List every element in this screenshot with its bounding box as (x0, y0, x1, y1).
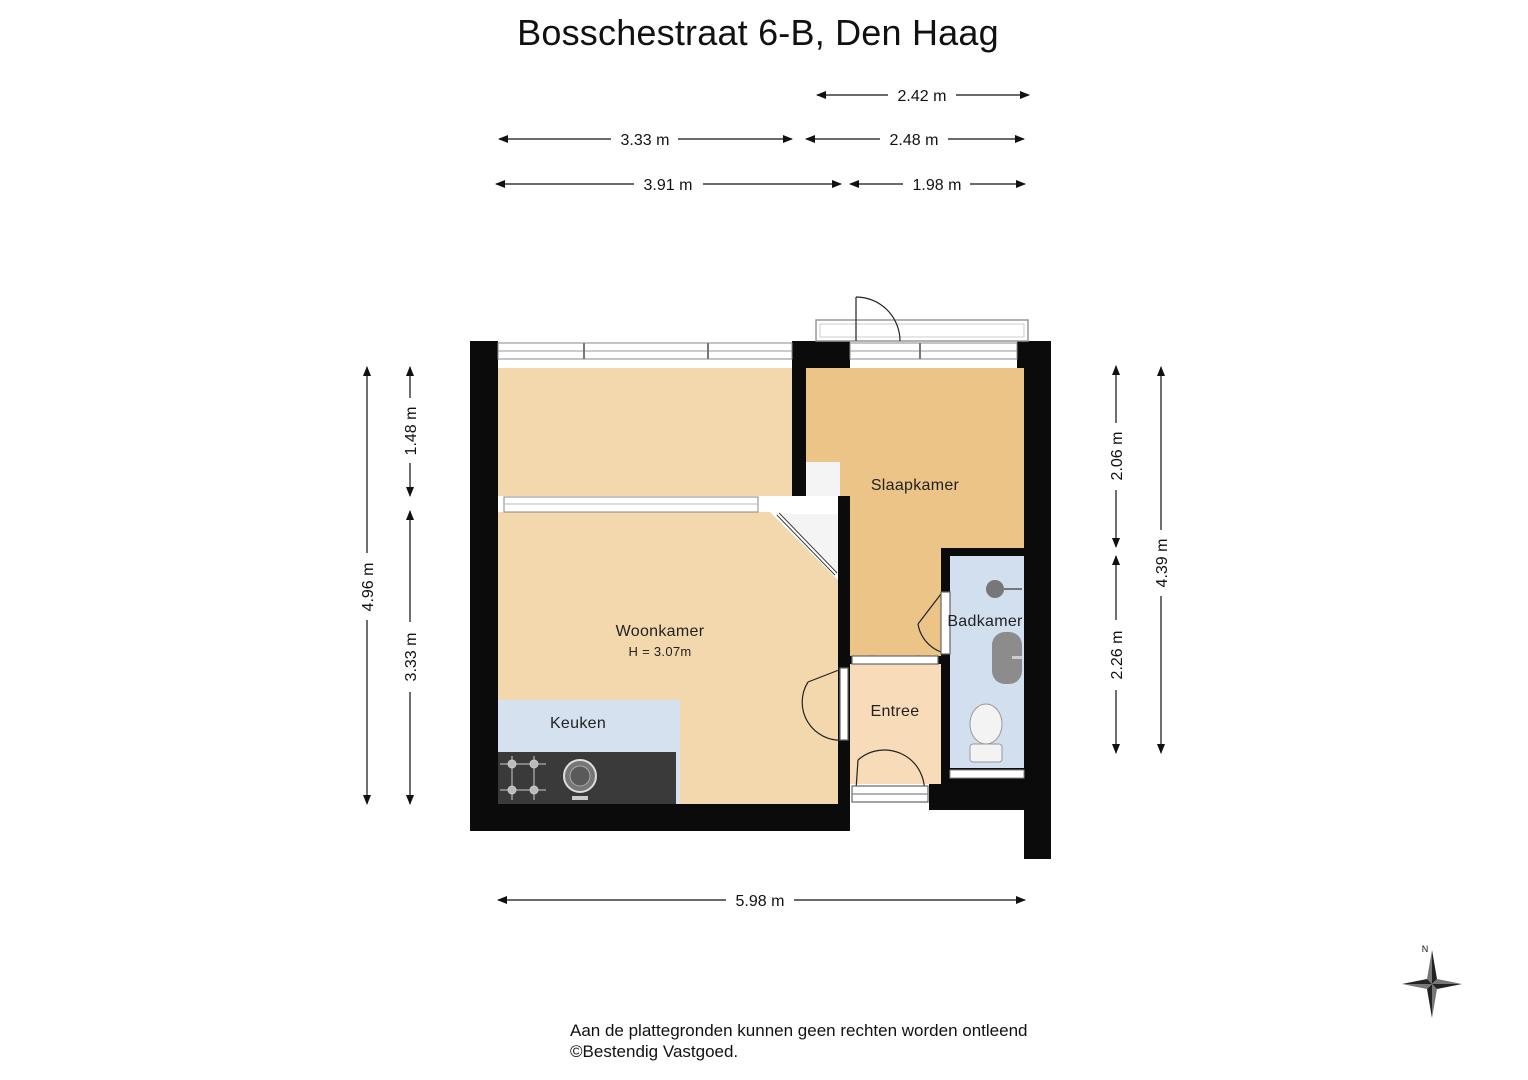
room-label-slaapkamer: Slaapkamer (870, 477, 960, 494)
kitchen-counter (498, 752, 676, 804)
disclaimer-line-2: ©Bestendig Vastgoed. (570, 1042, 739, 1061)
room-label-woonkamer: Woonkamer (615, 623, 705, 640)
dim-left-upper: 1.48 m (403, 406, 420, 456)
room-label-keuken: Keuken (549, 715, 607, 732)
toilet-icon (970, 704, 1002, 762)
wall-pier-north (792, 341, 850, 368)
balcony-floor (498, 368, 792, 496)
dim-top-c2: 1.98 m (912, 177, 962, 194)
dim-bottom: 5.98 m (735, 893, 785, 910)
wall-bath-top (941, 548, 1024, 556)
dim-top-a: 2.42 m (897, 88, 947, 105)
wall-east (1024, 341, 1051, 859)
disclaimer-line-1: Aan de plattegronden kunnen geen rechten worden ontleend (570, 1021, 1028, 1040)
washbasin-icon (992, 632, 1022, 684)
wall-bath-west (941, 548, 950, 784)
dim-right-upper: 2.06 m (1109, 431, 1126, 481)
wall-south-main (470, 804, 850, 831)
dim-left-outer: 4.96 m (360, 562, 377, 612)
balcony-door-arc (856, 297, 900, 341)
dim-right-lower: 2.26 m (1109, 630, 1126, 680)
storage-niche (806, 462, 840, 496)
balcony-railing (816, 320, 1028, 341)
wall-kitchen-east (838, 496, 850, 804)
room-label-badkamer: Badkamer (947, 613, 1023, 630)
compass-rose-icon (1402, 950, 1462, 1018)
floorplan-title: Bosschestraat 6-B, Den Haag (517, 12, 999, 53)
compass-north-label: N (1421, 944, 1429, 954)
dim-top-b1: 3.33 m (620, 132, 670, 149)
dim-top-c1: 3.91 m (643, 177, 693, 194)
room-height-woonkamer: H = 3.07m (628, 644, 692, 659)
wall-south-east (929, 784, 1024, 810)
dim-top-b2: 2.48 m (889, 132, 939, 149)
disclaimer (570, 1020, 1027, 1062)
entree-floor (850, 664, 941, 784)
room-label-entree: Entree (870, 703, 920, 720)
dim-right-outer: 4.39 m (1154, 538, 1171, 588)
wall-west (470, 341, 498, 831)
wall-balcony-divider (792, 368, 806, 496)
window-bathroom (950, 770, 1024, 778)
dim-left-lower: 3.33 m (403, 632, 420, 682)
